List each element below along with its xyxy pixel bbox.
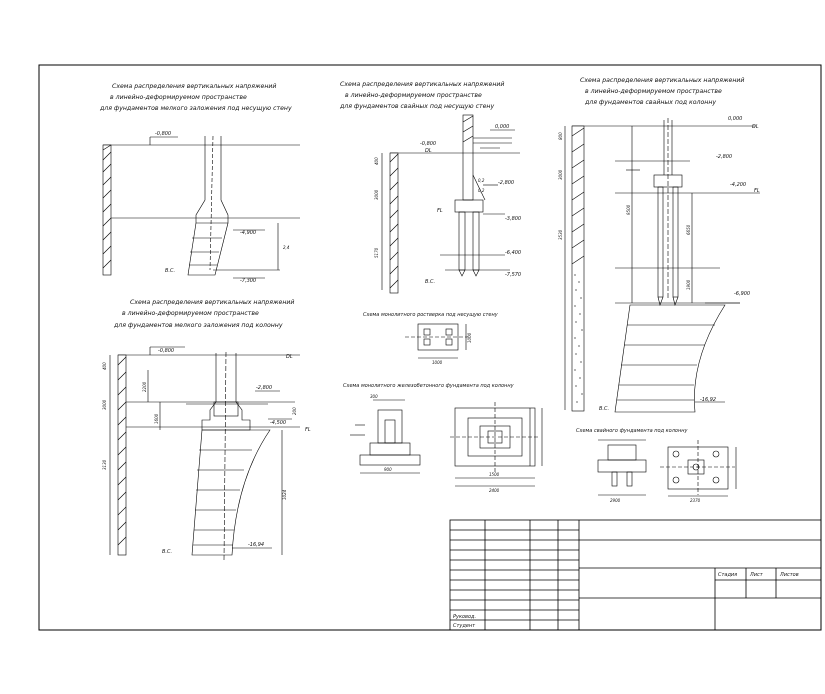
scheme1-level-1: -0,800 bbox=[155, 131, 172, 137]
scheme3-fl: FL bbox=[437, 208, 443, 214]
scheme3-level-3: -2,800 bbox=[498, 180, 515, 186]
scheme1-level-3: -7,300 bbox=[240, 278, 257, 284]
title-block-sheets: Листов bbox=[780, 572, 799, 578]
scheme4-title-2: в линейно-деформируемом пространстве bbox=[585, 88, 722, 95]
scheme1-title-1: Схема распределения вертикальных напряжений bbox=[112, 83, 277, 90]
scheme3-dl: DL bbox=[425, 148, 432, 154]
scheme4-dim-4: 9500 bbox=[626, 204, 631, 215]
detail2-dim-3: 1500 bbox=[489, 472, 500, 477]
scheme3-level-5: -6,400 bbox=[505, 250, 522, 256]
scheme4-dl: DL bbox=[752, 124, 759, 130]
scheme3-dim-1: 400 bbox=[374, 157, 379, 165]
scheme4-level-2: -2,800 bbox=[716, 154, 733, 160]
scheme4-level-3: -4,200 bbox=[730, 182, 747, 188]
title-block-sheet: Лист bbox=[750, 572, 763, 578]
scheme3-bc: В.С. bbox=[425, 279, 436, 285]
scheme1-bc: В.С. bbox=[165, 268, 176, 274]
scheme4-title-1: Схема распределения вертикальных напряжений bbox=[580, 77, 745, 84]
scheme4-fl: FL bbox=[754, 188, 760, 194]
detail2-title: Схема монолитного железобетонного фундамента под колонну bbox=[343, 383, 514, 389]
detail1-dim-2: 1000 bbox=[467, 332, 472, 343]
scheme2-level-3: -4,500 bbox=[270, 420, 287, 426]
scheme2-title-1: Схема распределения вертикальных напряжений bbox=[130, 299, 295, 306]
scheme4-level-5: -16,92 bbox=[700, 397, 717, 403]
scheme3-title-3: для фундаментов свайных под несущую стену bbox=[340, 103, 495, 110]
detail2-dim-2: 300 bbox=[370, 394, 378, 399]
title-block-supervisor: Руковод. bbox=[453, 614, 477, 620]
detail2-dim-4: 2400 bbox=[489, 488, 500, 493]
scheme3-dim-5: 0,2 bbox=[478, 188, 485, 193]
scheme3-level-2: -0,800 bbox=[420, 141, 437, 147]
detail3-dim-1: 2900 bbox=[610, 498, 621, 503]
scheme4-dim-5: 6650 bbox=[686, 224, 691, 235]
detail1-title: Схема монолитного ростверка под несущую стену bbox=[363, 312, 498, 318]
scheme2-dl: DL bbox=[286, 354, 293, 360]
scheme2-dim-3: 1600 bbox=[154, 413, 159, 424]
scheme2-dim-4: 3000 bbox=[102, 399, 107, 410]
scheme3-dim-4: 0,2 bbox=[478, 178, 485, 183]
scheme3-title-1: Схема распределения вертикальных напряжений bbox=[340, 81, 505, 88]
scheme4-level-1: 0,000 bbox=[728, 116, 743, 122]
scheme2-bc: В.С. bbox=[162, 549, 173, 555]
scheme4-title-3: для фундаментов свайных под колонну bbox=[585, 99, 717, 106]
title-block-student: Студент bbox=[453, 623, 476, 629]
scheme1-title-2: в линейно-деформируемом пространстве bbox=[110, 94, 247, 101]
scheme4-dim-1: 800 bbox=[558, 132, 563, 140]
detail2-dim-1: 900 bbox=[384, 467, 392, 472]
scheme2-fl: FL bbox=[305, 427, 311, 433]
scheme2-dim-1: 400 bbox=[102, 362, 107, 370]
scheme3-dim-2: 3000 bbox=[374, 189, 379, 200]
scheme2-title-2: в линейно-деформируемом пространстве bbox=[122, 310, 259, 317]
scheme3-level-6: -7,570 bbox=[505, 272, 522, 278]
scheme3-title-2: в линейно-деформируемом пространстве bbox=[345, 92, 482, 99]
scheme4-dim-6: 1900 bbox=[686, 279, 691, 290]
scheme4-dim-3: 3530 bbox=[558, 229, 563, 240]
scheme2-dim-7: 1024 bbox=[282, 489, 287, 500]
detail3-title: Схема свайного фундамента под колонну bbox=[576, 428, 688, 434]
title-block-stage: Стадия bbox=[718, 572, 738, 578]
scheme1-title-3: для фундаментов мелкого заложения под несущую стену bbox=[100, 105, 292, 112]
scheme2-dim-6: 200 bbox=[292, 407, 297, 415]
detail3-dim-2: 2370 bbox=[690, 498, 701, 503]
scheme1-level-2: -4,900 bbox=[240, 230, 257, 236]
scheme2-dim-5: 3130 bbox=[102, 459, 107, 470]
scheme2-level-2: -2,800 bbox=[256, 385, 273, 391]
scheme4-bc: В.С. bbox=[599, 406, 610, 412]
scheme1-dim-1: 2,4 bbox=[283, 245, 290, 250]
scheme3-level-4: -3,800 bbox=[505, 216, 522, 222]
scheme3-dim-3: 5170 bbox=[374, 247, 379, 258]
scheme2-level-4: -16,94 bbox=[248, 542, 265, 548]
scheme2-dim-2: 2200 bbox=[142, 381, 147, 392]
scheme4-level-4: -6,900 bbox=[734, 291, 751, 297]
scheme4-dim-2: 3000 bbox=[558, 169, 563, 180]
detail1-dim-1: 1000 bbox=[432, 360, 443, 365]
scheme2-title-3: для фундаментов мелкого заложения под колонну bbox=[114, 322, 283, 329]
scheme3-level-1: 0,000 bbox=[495, 124, 510, 130]
scheme2-level-1: -0,800 bbox=[158, 348, 175, 354]
